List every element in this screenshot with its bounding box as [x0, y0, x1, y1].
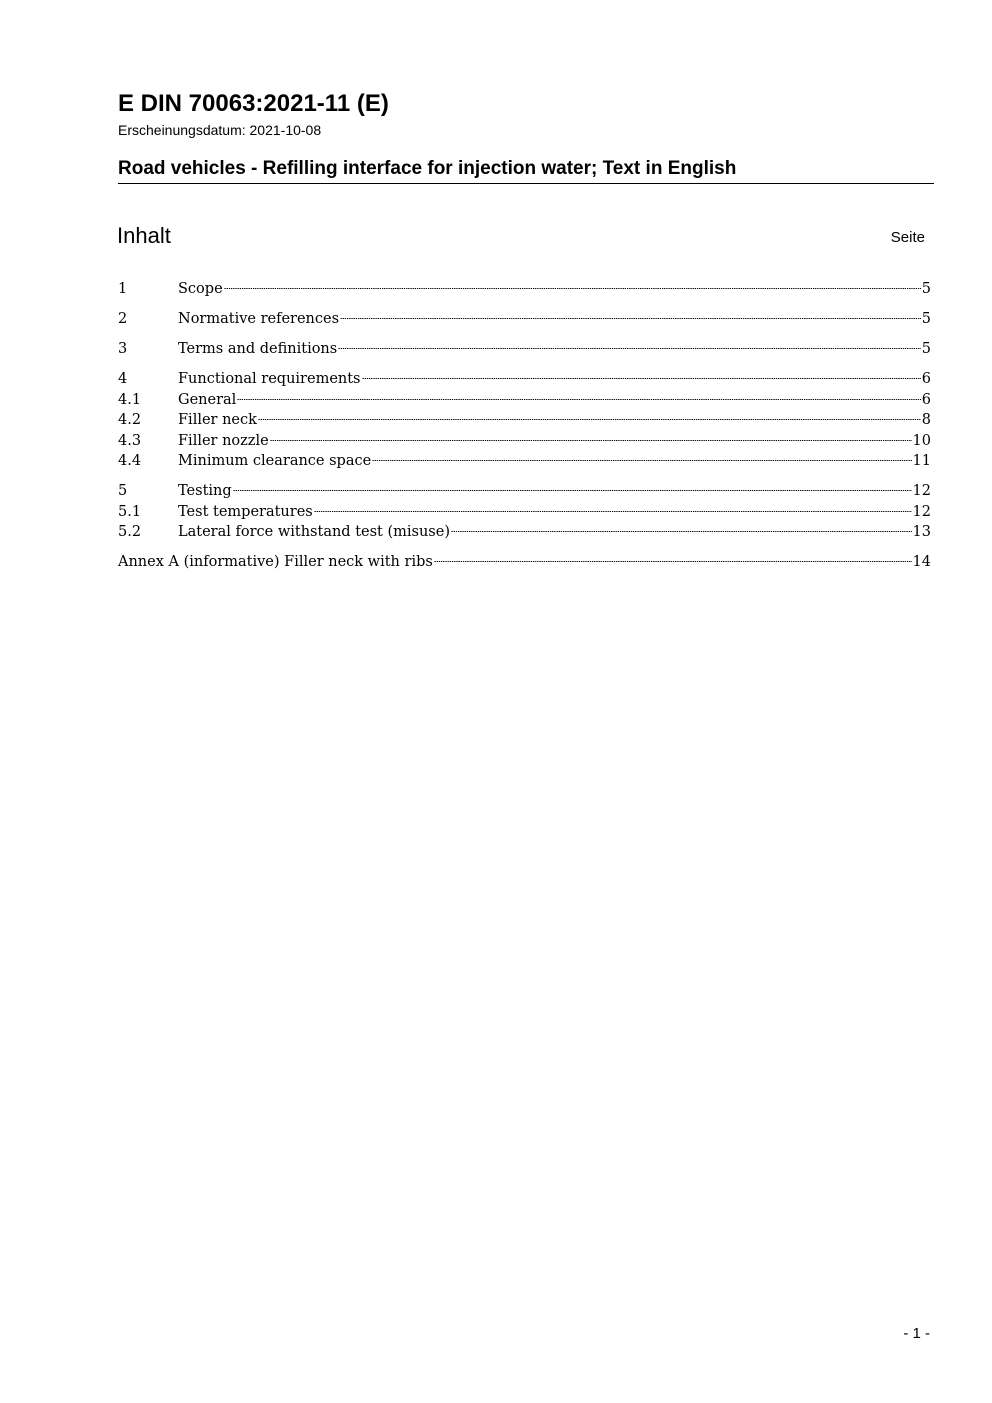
toc-entry-number: 4.4: [118, 453, 142, 469]
toc-dot-leader: [258, 418, 921, 421]
toc-entry-number: 1: [118, 281, 128, 297]
toc-entry-page: 5: [921, 341, 931, 357]
toc-entry-4[interactable]: [118, 369, 931, 390]
toc-entry-1[interactable]: [118, 279, 931, 300]
toc-entry-5-1[interactable]: [118, 502, 931, 523]
toc-entry-4-4[interactable]: [118, 451, 931, 472]
toc-entry-page: 12: [912, 483, 931, 499]
table-of-contents: [118, 279, 931, 573]
toc-entry-label: Annex A (informative) Filler neck with ribs: [118, 554, 433, 570]
toc-entry-page: 6: [921, 371, 931, 387]
toc-entry-4-1[interactable]: [118, 390, 931, 411]
toc-dot-leader: [362, 377, 921, 380]
toc-entry-number: 3: [118, 341, 128, 357]
toc-entry-4-2[interactable]: [118, 410, 931, 431]
toc-entry-number: 4.2: [118, 412, 142, 428]
toc-entry-page: 5: [921, 311, 931, 327]
toc-entry-number: 5.1: [118, 503, 142, 520]
toc-entry-2[interactable]: [118, 309, 931, 330]
toc-dot-leader: [224, 287, 921, 290]
toc-dot-leader: [270, 439, 912, 442]
toc-entry-label: Scope: [178, 281, 223, 297]
toc-entry-3[interactable]: [118, 339, 931, 360]
toc-dot-leader: [372, 459, 911, 462]
toc-entry-page: 6: [921, 391, 931, 408]
toc-dot-leader: [237, 398, 920, 401]
toc-entry-number: 5: [118, 483, 128, 499]
toc-entry-page: 11: [912, 453, 931, 469]
toc-dot-leader: [314, 510, 912, 513]
toc-entry-label: Functional requirements: [178, 371, 361, 387]
toc-entry-5[interactable]: [118, 481, 931, 502]
toc-page-column-label: Seite: [890, 229, 925, 246]
toc-entry-label: General: [178, 391, 237, 408]
toc-entry-number: 4.1: [118, 391, 142, 408]
toc-dot-leader: [434, 560, 912, 563]
toc-entry-label: Normative references: [178, 311, 340, 327]
toc-heading: Inhalt: [117, 223, 171, 248]
toc-entry-label: Minimum clearance space: [178, 453, 372, 469]
toc-entry-page: 13: [912, 524, 931, 540]
toc-dot-leader: [233, 489, 912, 492]
toc-entry-number: 4.3: [118, 432, 142, 449]
toc-entry-page: 8: [921, 412, 931, 428]
toc-entry-page: 12: [912, 503, 931, 520]
toc-entry-annex-a[interactable]: [118, 552, 931, 573]
toc-entry-5-2[interactable]: [118, 522, 931, 543]
toc-entry-label: Lateral force withstand test (misuse): [178, 524, 450, 540]
toc-entry-page: 10: [912, 432, 931, 449]
toc-dot-leader: [340, 317, 921, 320]
toc-entry-number: 2: [118, 311, 128, 327]
toc-entry-label: Filler neck: [178, 412, 257, 428]
title-divider: [118, 183, 934, 184]
toc-entry-label: Terms and definitions: [178, 341, 338, 357]
document-identifier: E DIN 70063:2021-11 (E): [118, 90, 389, 117]
toc-dot-leader: [451, 530, 912, 533]
toc-entry-number: 5.2: [118, 524, 142, 540]
toc-entry-page: 5: [921, 281, 931, 297]
toc-dot-leader: [338, 347, 921, 350]
toc-entry-label: Filler nozzle: [178, 432, 269, 449]
toc-entry-number: 4: [118, 371, 128, 387]
toc-entry-label: Testing: [178, 483, 232, 499]
publication-date: Erscheinungsdatum: 2021-10-08: [118, 122, 322, 138]
toc-entry-label: Test temperatures: [178, 503, 313, 520]
page-number: - 1 -: [903, 1325, 930, 1342]
toc-entry-page: 14: [912, 554, 931, 570]
toc-entry-4-3[interactable]: [118, 431, 931, 452]
document-title: Road vehicles - Refilling interface for injection water; Text in English: [118, 158, 737, 179]
